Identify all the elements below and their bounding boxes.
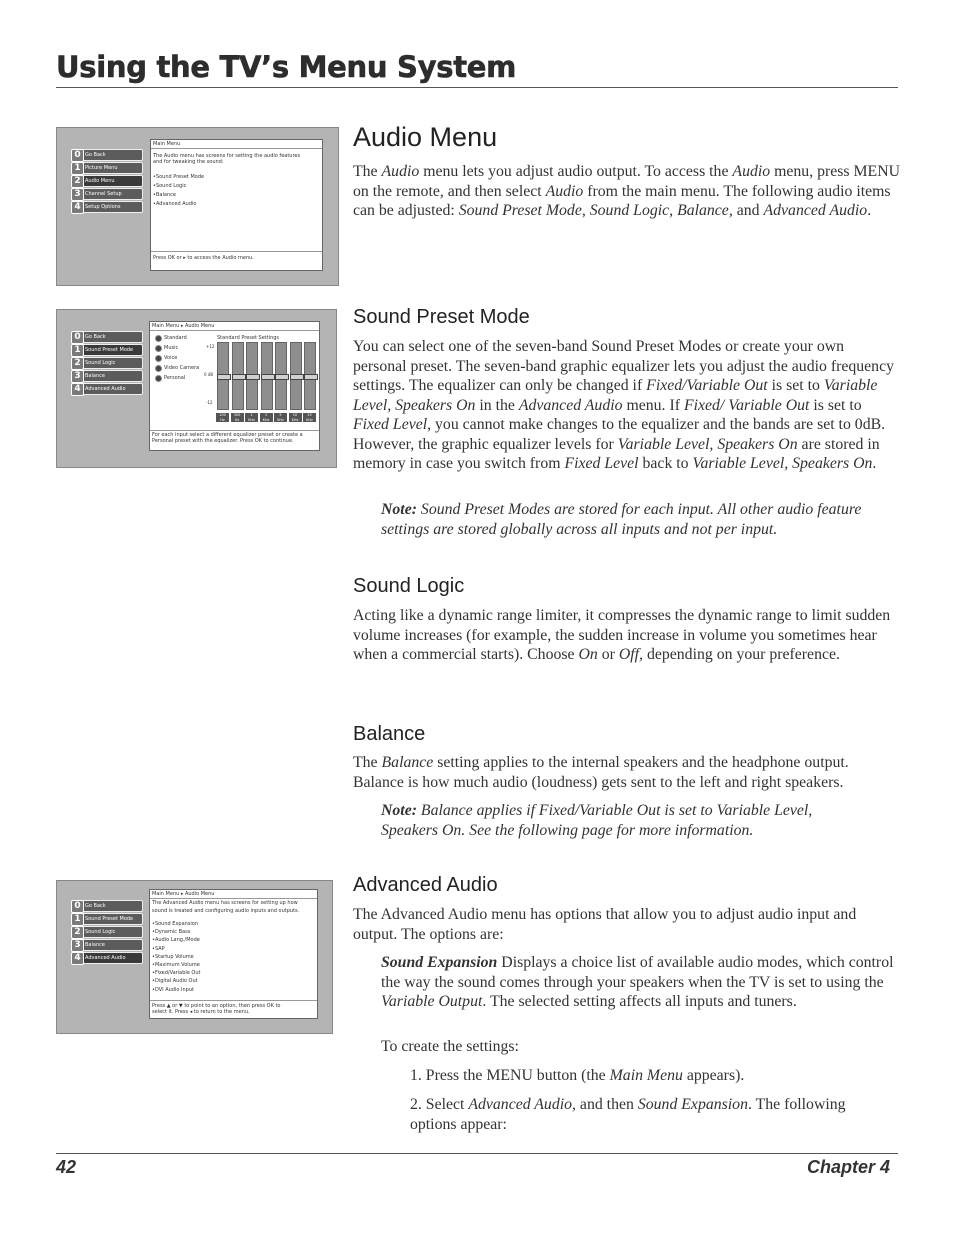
menu-number: 3 <box>71 939 84 952</box>
freq-unit: KHz <box>291 417 299 422</box>
menu-option: •SAP <box>152 945 165 952</box>
eq-band <box>217 342 229 410</box>
sound-preset-screenshot <box>56 309 337 468</box>
menu-number: 0 <box>71 331 84 344</box>
menu-item <box>73 201 143 213</box>
divider <box>150 330 319 331</box>
step-2: 2. Select Advanced Audio, and then Sound Expansion. The following options appear: <box>410 1096 846 1133</box>
eq-frequency <box>216 413 229 422</box>
eq-knob <box>290 374 304 380</box>
menu-label: Audio Menu <box>85 178 115 184</box>
menu-option: •Balance <box>153 192 176 198</box>
menu-label: Balance <box>85 373 105 379</box>
menu-option: •Sound Logic <box>153 183 187 189</box>
preset-option: Music <box>164 345 179 351</box>
menu-label: Sound Logic <box>85 360 116 366</box>
eq-frequency <box>231 413 244 422</box>
sound-logic-paragraph: Acting like a dynamic range limiter, it compresses the dynamic range to limit sudden volume increases (for example, the sudden increase in volume you sometimes hear when a commercial starts). Choose On or Off, depending on your preference. <box>353 607 891 663</box>
step-1: 1. Press the MENU button (the Main Menu appears). <box>410 1067 745 1084</box>
menu-label: Advanced Audio <box>85 955 126 961</box>
menu-item <box>73 149 143 161</box>
eq-knob <box>217 374 231 380</box>
balance-paragraph: The Balance setting applies to the internal speakers and the headphone output. Balance is how much audio (loudness) gets sent to the left and right speakers. <box>353 754 849 791</box>
instruction: Press OK or ▸ to access the Audio menu. <box>153 255 254 261</box>
menu-number: 1 <box>71 913 84 926</box>
menu-item <box>73 344 143 356</box>
page-title: Using the TV’s Menu System <box>56 50 517 84</box>
instruction: select it. Press ◂ to return to the menu. <box>152 1009 250 1015</box>
sound-preset-paragraph: You can select one of the seven-band Sound Preset Modes or create your own personal preset. The seven-band graphic equalizer lets you adjust the audio frequency settings. The equalizer can only be changed if Fixed/Variable Out is set to Variable Level, Speakers On in the Advanced Audio menu. If Fixed/ Variable Out is set to Fixed Level, you cannot make changes to the equalizer and the bands are set to 0dB. However, the graphic equalizer levels for Variable Level, Speakers On are stored in memory in case you switch from Fixed Level back to Variable Level, Speakers On. <box>353 338 894 472</box>
sound-preset-window <box>149 321 320 451</box>
page-number: 42 <box>56 1157 77 1177</box>
menu-item <box>73 357 143 369</box>
menu-option: •Digital Audio Out <box>152 978 198 985</box>
divider <box>151 148 322 149</box>
menu-item <box>73 370 143 382</box>
sound-logic-heading: Sound Logic <box>353 575 465 597</box>
eq-knob <box>304 374 318 380</box>
menu-option: •Fixed/Variable Out <box>152 970 201 977</box>
menu-label: Advanced Audio <box>85 386 126 392</box>
freq-value: 5 <box>279 413 282 417</box>
eq-mid: 0 dB <box>204 372 214 377</box>
description: and for tweaking the sound: <box>153 159 224 165</box>
eq-knob <box>232 374 246 380</box>
footer-rule <box>56 1153 898 1154</box>
sound-expansion-paragraph <box>381 953 897 1012</box>
balance-note <box>381 801 851 840</box>
freq-value: 10 <box>292 413 298 417</box>
eq-top: +12 <box>206 344 215 349</box>
window-title: Main Menu ▸ Audio Menu <box>152 323 215 329</box>
balance-heading: Balance <box>353 723 426 745</box>
menu-label: Sound Preset Mode <box>85 916 134 922</box>
menu-item <box>73 188 143 200</box>
preset-radio <box>155 375 162 382</box>
menu-number: 1 <box>71 162 84 175</box>
description: sound is treated and configuring audio inputs and outputs. <box>152 908 300 914</box>
eq-band <box>275 342 287 410</box>
menu-item <box>73 952 143 964</box>
divider <box>150 430 319 431</box>
create-settings-text: To create the settings: <box>381 1038 519 1055</box>
menu-number: 2 <box>71 175 84 188</box>
menu-label: Go Back <box>85 334 106 340</box>
eq-band <box>304 342 316 410</box>
menu-label: Go Back <box>85 152 106 158</box>
menu-label: Go Back <box>85 903 106 909</box>
menu-option: •Startup Volume <box>152 953 194 960</box>
menu-label: Sound Preset Mode <box>85 347 134 353</box>
freq-unit: KHz <box>306 417 313 422</box>
chapter-label: Chapter 4 <box>806 1157 890 1177</box>
sound-preset-heading: Sound Preset Mode <box>353 306 530 328</box>
eq-band <box>261 342 273 410</box>
eq-band <box>246 342 258 410</box>
eq-bottom: -12 <box>206 400 213 405</box>
menu-number: 3 <box>71 370 84 383</box>
sound-expansion-text: Displays a choice list of available audio modes, which control the way the sound comes through your speakers when the TV is set to using the Variable Output. The selected setting affects all inputs and tuners. <box>381 954 894 1010</box>
menu-label: Balance <box>85 942 105 948</box>
freq-unit: KHz <box>262 417 270 422</box>
menu-number: 4 <box>71 952 84 965</box>
menu-item <box>73 939 143 951</box>
menu-item <box>73 900 143 912</box>
preset-option: Standard <box>164 335 187 341</box>
menu-number: 4 <box>71 201 84 214</box>
preset-radio <box>155 355 162 362</box>
eq-knob <box>275 374 289 380</box>
freq-unit: KHz <box>277 417 284 422</box>
menu-number: 0 <box>71 900 84 913</box>
preset-option: Personal <box>164 375 186 381</box>
freq-value: 3 <box>264 413 268 417</box>
menu-label: Sound Logic <box>85 929 116 935</box>
note-text: Sound Preset Modes are stored for each input. All other audio feature settings are stored globally across all inputs and not per input. <box>381 501 862 538</box>
menu-option: •Audio Lang./Mode <box>152 937 200 944</box>
main-menu-window <box>150 139 323 271</box>
preset-radio <box>155 345 162 352</box>
menu-option: •DVI Audio Input <box>152 986 194 993</box>
menu-option: •Sound Expansion <box>152 921 199 927</box>
menu-number: 3 <box>71 188 84 201</box>
eq-band <box>290 342 302 410</box>
sound-preset-note <box>381 500 881 539</box>
advanced-audio-heading: Advanced Audio <box>353 874 498 896</box>
menu-option: •Advanced Audio <box>153 201 197 207</box>
menu-option: •Sound Preset Mode <box>153 174 205 180</box>
instruction: For each input select a different equalizer preset or create a <box>152 432 303 438</box>
freq-unit: Hz <box>220 417 225 422</box>
window-title: Main Menu <box>153 141 181 147</box>
freq-value: 100 <box>219 413 226 417</box>
preset-radio <box>155 335 162 342</box>
eq-frequency <box>289 413 302 422</box>
advanced-audio-screenshot <box>56 880 333 1034</box>
menu-item <box>73 175 143 187</box>
menu-label: Channel Setup <box>85 191 122 197</box>
preset-option: Video Camera <box>164 365 200 371</box>
eq-knob <box>261 374 275 380</box>
menu-label: Setup Options <box>85 204 121 210</box>
eq-knob <box>246 374 260 380</box>
divider <box>150 898 317 899</box>
description: The Audio menu has screens for setting the audio features <box>153 153 301 159</box>
menu-number: 0 <box>71 149 84 162</box>
eq-frequency <box>260 413 273 422</box>
menu-label: Picture Menu <box>85 165 118 171</box>
preset-radio <box>155 365 162 372</box>
eq-title: Standard Preset Settings <box>217 335 280 341</box>
instruction: Press ▲ or ▼ to point to an option, then press OK to <box>152 1003 281 1009</box>
audio-menu-paragraph: The Audio menu lets you adjust audio output. To access the Audio menu, press MENU on the remote, and then select Audio from the main menu. The following audio items can be adjusted: Sound Preset Mode, Sound Logic, Balance, and Advanced Audio. <box>353 163 901 219</box>
divider <box>150 1000 317 1001</box>
note-label: Note: <box>381 802 417 819</box>
audio-menu-heading: Audio Menu <box>353 122 498 152</box>
freq-value: 1 <box>250 413 253 417</box>
freq-unit: Hz <box>234 417 240 422</box>
preset-option: Voice <box>164 355 178 361</box>
sound-expansion-label: Sound Expansion <box>381 954 498 971</box>
note-label: Note: <box>381 501 417 518</box>
header-rule <box>56 87 898 88</box>
freq-value: 300 <box>233 413 241 417</box>
menu-option: •Maximum Volume <box>152 962 200 968</box>
freq-unit: KHz <box>248 417 255 422</box>
eq-band <box>232 342 244 410</box>
instruction: Personal preset with the equalizer. Press OK to continue. <box>152 438 294 444</box>
menu-item <box>73 913 143 925</box>
menu-number: 2 <box>71 926 84 939</box>
eq-frequency <box>274 413 287 422</box>
menu-number: 4 <box>71 383 84 396</box>
menu-number: 2 <box>71 357 84 370</box>
menu-item <box>73 926 143 938</box>
menu-option: •Dynamic Bass <box>152 929 191 936</box>
eq-frequency <box>245 413 258 422</box>
divider <box>151 251 322 252</box>
menu-item <box>73 383 143 395</box>
menu-item <box>73 162 143 174</box>
eq-frequency <box>303 413 316 422</box>
description: The Advanced Audio menu has screens for setting up how <box>152 900 298 906</box>
note-text: Balance applies if Fixed/Variable Out is set to Variable Level, Speakers On. See the following page for more information. <box>381 802 813 839</box>
advanced-audio-window <box>149 889 318 1019</box>
menu-item <box>73 331 143 343</box>
advanced-audio-paragraph: The Advanced Audio menu has options that allow you to adjust audio input and output. The options are: <box>353 906 857 943</box>
window-title: Main Menu ▸ Audio Menu <box>152 891 215 897</box>
audio-menu-screenshot <box>56 127 339 286</box>
freq-value: 15 <box>307 413 312 417</box>
menu-number: 1 <box>71 344 84 357</box>
